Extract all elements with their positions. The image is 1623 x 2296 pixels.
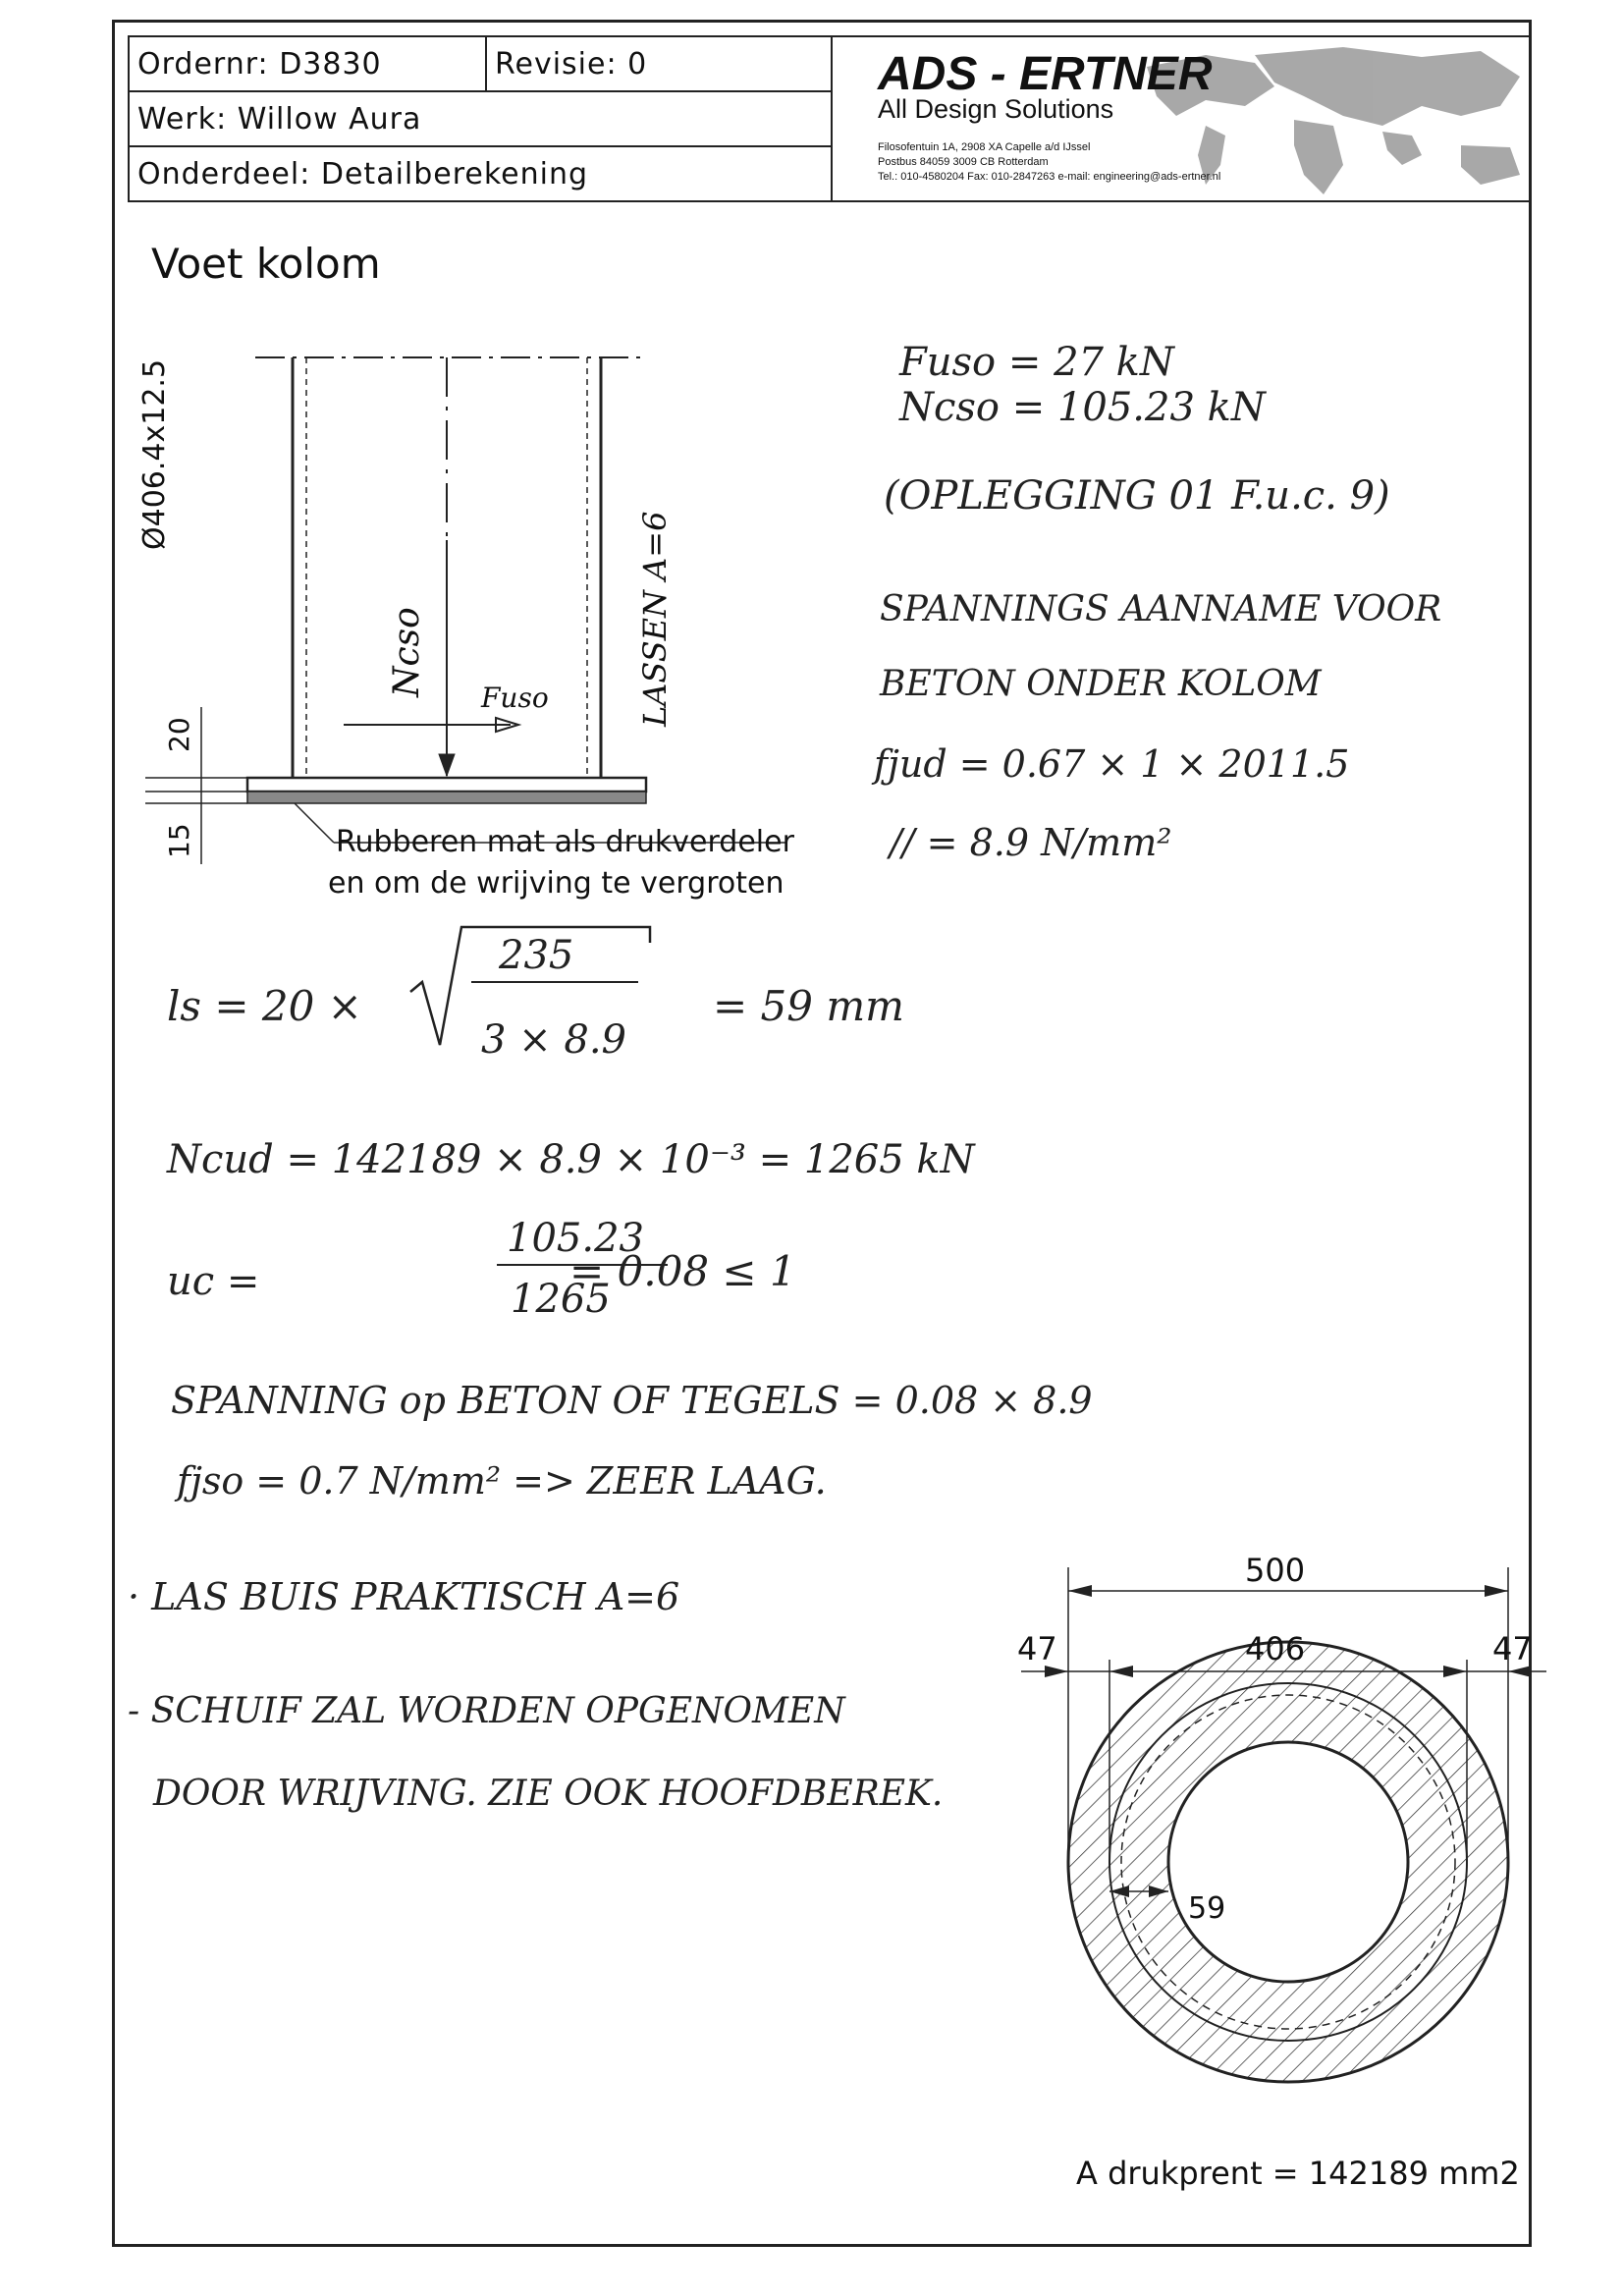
- mat-note-1: Rubberen mat als drukverdeler: [336, 825, 794, 859]
- dim-outer-500: 500: [1245, 1552, 1306, 1589]
- company-address-1: Filosofentuin 1A, 2908 XA Capelle a/d IJssel: [878, 141, 1091, 153]
- uc-lhs: uc =: [167, 1259, 260, 1304]
- ordernr-text: Ordernr: D3830: [137, 47, 382, 82]
- section-title: Voet kolom: [151, 240, 381, 288]
- werk-text: Werk: Willow Aura: [137, 102, 422, 137]
- ls-denominator: 3 × 8.9: [481, 1017, 627, 1063]
- uc-result: = 0.08 ≤ 1: [569, 1247, 796, 1295]
- area-label: A drukprent = 142189 mm2: [1076, 2155, 1520, 2192]
- schuif-note-2: DOOR WRIJVING. ZIE OOK HOOFDBEREK.: [153, 1774, 944, 1814]
- spanning-note-1: SPANNINGS AANNAME VOOR: [880, 589, 1442, 629]
- fjso-value: fjso = 0.7 N/mm² => ZEER LAAG.: [177, 1459, 827, 1503]
- las-buis-note: · LAS BUIS PRAKTISCH A=6: [128, 1575, 680, 1618]
- dim-mat: 15: [163, 823, 195, 858]
- fuso-label: Fuso: [481, 682, 549, 714]
- ncud-formula: Ncud = 142189 × 8.9 × 10⁻³ = 1265 kN: [167, 1137, 975, 1182]
- company-subtitle: All Design Solutions: [878, 94, 1114, 124]
- dim-plate: 20: [163, 717, 195, 752]
- uc-numerator: 105.23: [507, 1216, 644, 1261]
- ls-lhs: ls = 20 ×: [167, 982, 362, 1030]
- onderdeel-text: Onderdeel: Detailberekening: [137, 157, 589, 191]
- revisie-text: Revisie: 0: [495, 47, 648, 82]
- mat-note-2: en om de wrijving te vergroten: [328, 866, 784, 901]
- dim-right-47: 47: [1492, 1630, 1533, 1667]
- weld-label: LASSEN A=6: [636, 511, 674, 727]
- ncso-value: Ncso = 105.23 kN: [899, 385, 1266, 430]
- fjud-formula: fjud = 0.67 × 1 × 2011.5: [874, 742, 1350, 786]
- company-contact: Tel.: 010-4580204 Fax: 010-2847263 e-mail: engineering@ads-ertner.nl: [878, 171, 1221, 183]
- tube-size-label: Ø406.4x12.5: [137, 358, 172, 550]
- spanning-note-2: BETON ONDER KOLOM: [880, 664, 1322, 704]
- spanning-beton: SPANNING op BETON OF TEGELS = 0.08 × 8.9: [171, 1379, 1093, 1422]
- ncso-label: Ncso: [387, 607, 427, 697]
- dim-inner-406: 406: [1245, 1630, 1306, 1667]
- fjud-result: // = 8.9 N/mm²: [890, 821, 1172, 864]
- dim-left-47: 47: [1017, 1630, 1057, 1667]
- company-address-2: Postbus 84059 3009 CB Rotterdam: [878, 156, 1049, 168]
- company-name: ADS - ERTNER: [878, 48, 1213, 100]
- ls-result: = 59 mm: [713, 982, 904, 1030]
- oplegging-ref: (OPLEGGING 01 F.u.c. 9): [884, 473, 1390, 519]
- schuif-note-1: - SCHUIF ZAL WORDEN OPGENOMEN: [128, 1691, 845, 1731]
- uc-denominator: 1265: [511, 1277, 611, 1322]
- ls-numerator: 235: [499, 933, 574, 978]
- dim-ls-59: 59: [1188, 1891, 1226, 1926]
- fuso-value: Fuso = 27 kN: [899, 340, 1174, 385]
